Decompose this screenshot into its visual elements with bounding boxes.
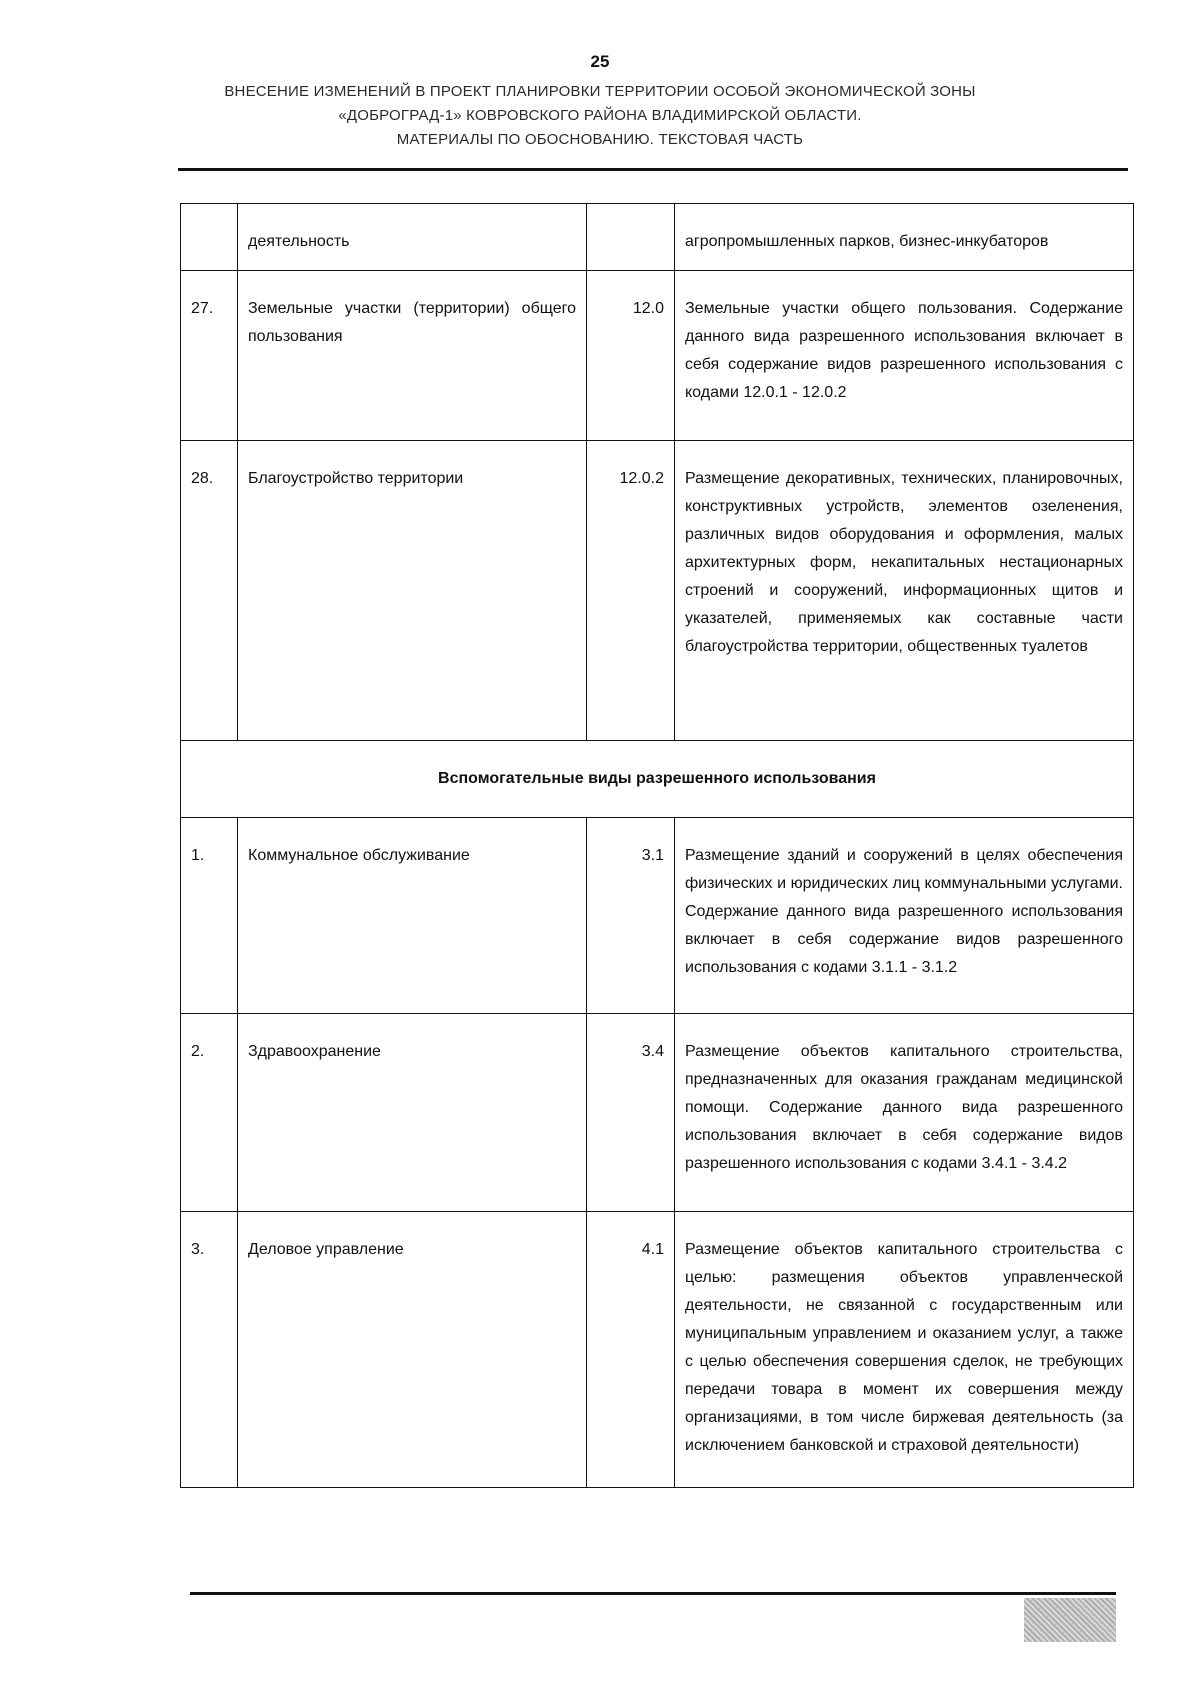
use-code: 3.1	[587, 818, 675, 1014]
header-divider	[178, 168, 1128, 171]
use-code: 3.4	[587, 1014, 675, 1212]
use-name: Земельные участки (территории) общего пользования	[238, 271, 587, 441]
section-header-row	[181, 741, 1134, 818]
page-number: 25	[590, 52, 610, 71]
use-code: 12.0	[587, 271, 675, 441]
use-description: агропромышленных парков, бизнес-инкубаторов	[675, 204, 1134, 271]
use-code	[587, 204, 675, 271]
table-row	[181, 1014, 1134, 1212]
table-row	[181, 818, 1134, 1014]
table-row	[181, 271, 1134, 441]
use-description: Размещение зданий и сооружений в целях обеспечения физических и юридических лиц коммунальными услугами. Содержание данного вида разрешенного использования включает в себя содержание видов разрешенного использования с кодами 3.1.1 - 3.1.2	[675, 818, 1134, 1014]
use-name: деятельность	[238, 204, 587, 271]
row-number: 28.	[181, 441, 238, 741]
row-number	[181, 204, 238, 271]
document-header	[180, 80, 1020, 152]
use-description: Размещение декоративных, технических, планировочных, конструктивных устройств, элементов озеленения, различных видов оборудования и оформления, малых архитектурных форм, некапитальных нестационарных строений и сооружений, информационных щитов и указателей, применяемых как составные части благоустройства территории, общественных туалетов	[675, 441, 1134, 741]
header-line-3: МАТЕРИАЛЫ ПО ОБОСНОВАНИЮ. ТЕКСТОВАЯ ЧАСТЬ	[396, 131, 804, 148]
use-code: 4.1	[587, 1212, 675, 1488]
use-name: Здравоохранение	[238, 1014, 587, 1212]
use-description: Размещение объектов капитального строительства с целью: размещения объектов управленческой деятельности, не связанной с государственным или муниципальным управлением и оказанием услуг, а также с целью обеспечения совершения сделок, не требующих передачи товара в момент их совершения между организациями, в том числе биржевая деятельность (за исключением банковской и страховой деятельности)	[675, 1212, 1134, 1488]
use-description: Размещение объектов капитального строительства, предназначенных для оказания гражданам медицинской помощи. Содержание данного вида разрешенного использования включает в себя содержание видов разрешенного использования с кодами 3.4.1 - 3.4.2	[675, 1014, 1134, 1212]
header-line-1: ВНЕСЕНИЕ ИЗМЕНЕНИЙ В ПРОЕКТ ПЛАНИРОВКИ ТЕРРИТОРИИ ОСОБОЙ ЭКОНОМИЧЕСКОЙ ЗОНЫ	[224, 83, 976, 100]
use-description: Земельные участки общего пользования. Содержание данного вида разрешенного использования включает в себя содержание видов разрешенного использования с кодами 12.0.1 - 12.0.2	[675, 271, 1134, 441]
use-name: Деловое управление	[238, 1212, 587, 1488]
row-number: 3.	[181, 1212, 238, 1488]
table-row	[181, 1212, 1134, 1488]
table-row	[181, 441, 1134, 741]
row-number: 27.	[181, 271, 238, 441]
row-number: 2.	[181, 1014, 238, 1212]
header-line-2: «ДОБРОГРАД-1» КОВРОВСКОГО РАЙОНА ВЛАДИМИРСКОЙ ОБЛАСТИ.	[338, 107, 862, 124]
use-name: Коммунальное обслуживание	[238, 818, 587, 1014]
use-name: Благоустройство территории	[238, 441, 587, 741]
stamp-mark	[1024, 1598, 1116, 1642]
section-title: Вспомогательные виды разрешенного использования	[181, 741, 1134, 818]
use-code: 12.0.2	[587, 441, 675, 741]
table-row-continued	[181, 204, 1134, 271]
footer-divider	[190, 1592, 1116, 1595]
row-number: 1.	[181, 818, 238, 1014]
land-use-table	[180, 203, 1134, 1488]
